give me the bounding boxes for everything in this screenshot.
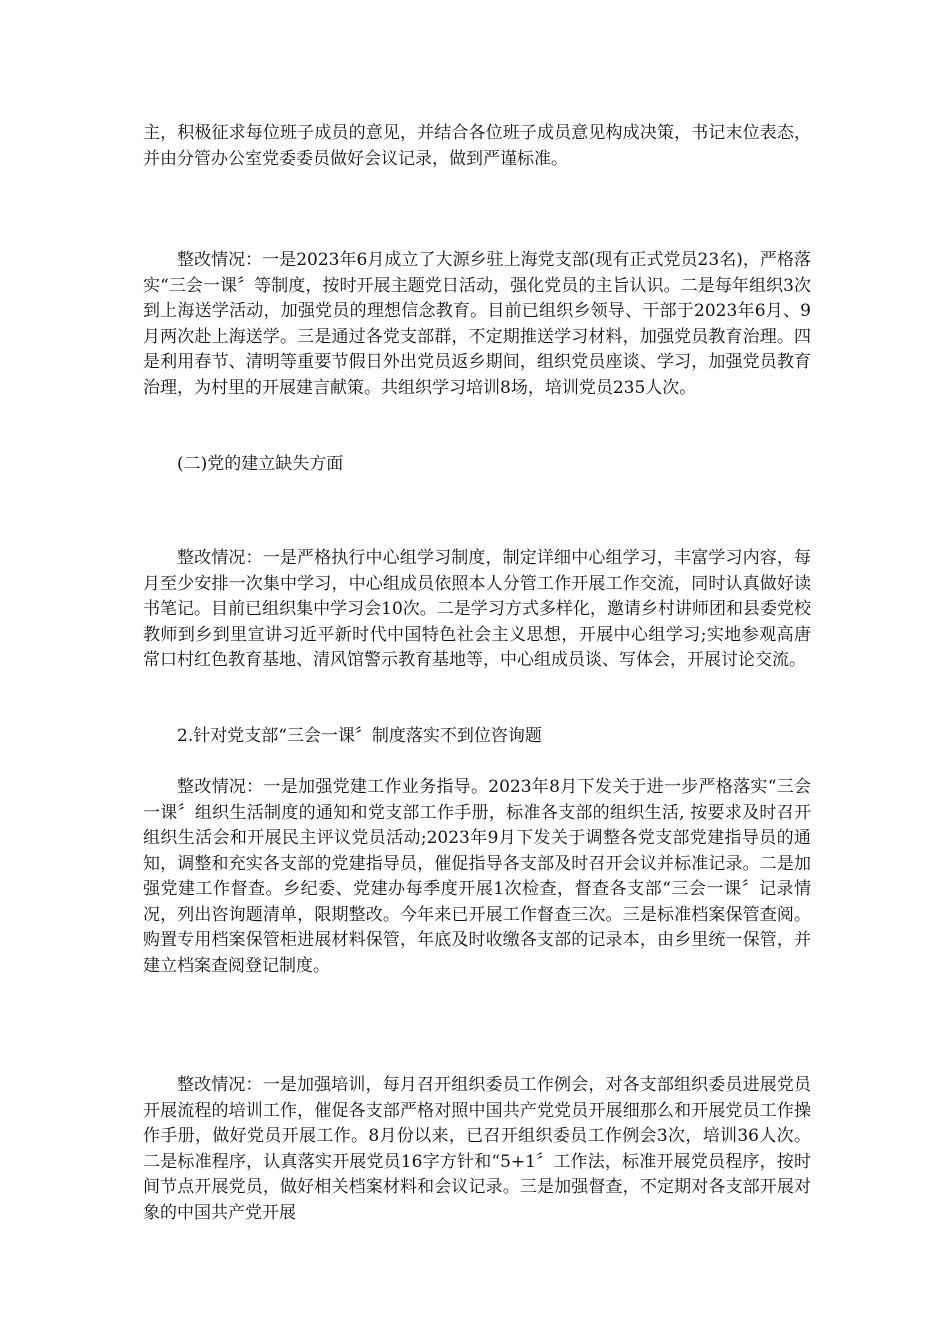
paragraph-5: 整改情况：一是加强培训，每月召开组织委员工作例会，对各支部组织委员进展党员开展流程的培训工作，催促各支部严格对照中国共产党党员开展细那么和开展党员工作操作手册，做好党员开展工作。8月份以来，已召开组织委员工作例会3次，培训36人次。二是标准程序，认真落实开展党员16字方针和“5+1〞工作法，标准开展党员程序，按时间节点开展党员，做好相关档案材料和会议记录。三是加强督查，不定期对各支部开展对象的中国共产党开展	[143, 1075, 811, 1223]
paragraph-4: 整改情况：一是加强党建工作业务指导。2023年8月下发关于进一步严格落实“三会一课〞组织生活制度的通知和党支部工作手册，标准各支部的组织生活, 按要求及时召开组织生活会和开展民主评议党员活动;2023年9月下发关于调整各党支部党建指导员的通知，调整和充实各支部的党建指导员，催促指导各支部及时召开会议并标准记录。二是加强党建工作督查。乡纪委、党建办每季度开展1次检查，督查各支部“三会一课〞记录情况，列出咨询题清单，限期整改。今年来已开展工作督查三次。三是标准档案保管查阅。购置专用档案保管柜进展材料保管，年底及时收缴各支部的记录本，由乡里统一保管，并建立档案查阅登记制度。	[143, 777, 811, 976]
section-heading-party-building: (二)党的建立缺失方面	[177, 454, 344, 474]
section-heading-three-meetings: 2.针对党支部“三会一课〞制度落实不到位咨询题	[177, 726, 542, 746]
paragraph-3: 整改情况：一是严格执行中心组学习制度，制定详细中心组学习，丰富学习内容，每月至少安排一次集中学习，中心组成员依照本人分管工作开展工作交流，同时认真做好读书笔记。目前已组织集中学习会10次。二是学习方式多样化，邀请乡村讲师团和县委党校教师到乡到里宣讲习近平新时代中国特色社会主义思想，开展中心组学习;实地参观高唐常口村红色教育基地、清风馆警示教育基地等，中心组成员谈、写体会，开展讨论交流。	[143, 548, 811, 670]
paragraph-1: 主，积极征求每位班子成员的意见，并结合各位班子成员意见构成决策，书记末位表态，并由分管办公室党委委员做好会议记录，做到严谨标准。	[143, 123, 811, 169]
paragraph-2: 整改情况：一是2023年6月成立了大源乡驻上海党支部(现有正式党员23名)，严格落实“三会一课〞等制度，按时开展主题党日活动，强化党员的主旨认识。二是每年组织3次到上海送学活动，加强党员的理想信念教育。目前已组织乡领导、干部于2023年6月、9月两次赴上海送学。三是通过各党支部群，不定期推送学习材料，加强党员教育治理。四是利用春节、清明等重要节假日外出党员返乡期间，组织党员座谈、学习，加强党员教育治理，为村里的开展建言献策。共组织学习培训8场，培训党员235人次。	[143, 250, 811, 398]
